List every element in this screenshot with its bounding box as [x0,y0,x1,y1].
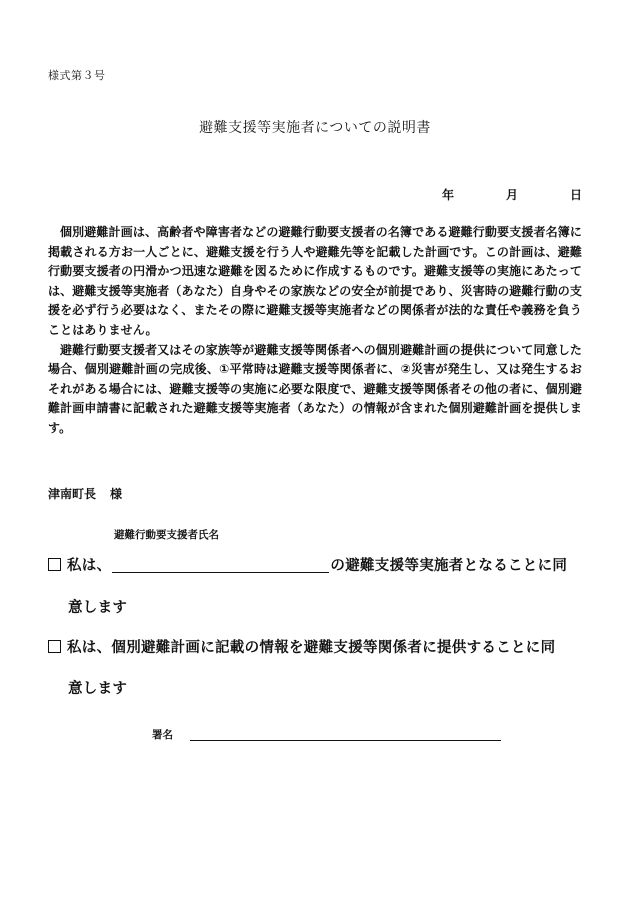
consent-2-text: 私は、個別避難計画に記載の情報を避難支援等関係者に提供することに同 [67,640,556,656]
consent-item-2 [48,636,555,657]
date-day: 日 [569,188,582,202]
signature-line[interactable] [190,740,501,741]
paragraph-1: 個別避難計画は、高齢者や障害者などの避難行動要支援者の名簿である避難行動要支援者名簿に掲載される方お一人ごとに、避難支援を行う人や避難先等を記載した計画です。この計画は、避難行動要支援者の円滑かつ迅速な避難を図るために作成するものです。避難支援等の実施にあたっては、避難支援等実施者（あなた）自身やその家族などの安全が前提であり、災害時の避難行動の支援を必ず行う必要はなく、またその際に避難支援等実施者などの関係者が法的な責任や義務を負うことはありません。 [48,225,582,337]
addressee-name: 津南町長 [48,487,97,501]
document-title: 避難支援等実施者についての説明書 [199,120,431,136]
addressee [48,485,122,502]
consent-item-1 [48,554,567,575]
consent-1-prefix: 私は、 [67,558,112,574]
date-year: 年 [441,188,454,202]
consent-1-suffix: の避難支援等実施者となることに同 [330,558,568,574]
paragraph-2: 避難行動要支援者又はその家族等が避難支援等関係者への個別避難計画の提供について同意した場合、個別避難計画の完成後、①平常時は避難支援等関係者に、②災害が発生し、又は発生するおそれがある場合には、避難支援等の実施に必要な限度で、避難支援等関係者その他の者に、個別避難計画申請書に記載された避難支援等実施者（あなた）の情報が含まれた個別避難計画を提供します。 [48,342,582,435]
consent-1-continuation: 意します [68,600,128,616]
date-month: 月 [505,188,518,202]
consent-1-checkbox[interactable] [48,558,61,571]
consent-2-continuation: 意します [68,681,128,697]
date-line [442,186,582,203]
form-number: 様式第３号 [48,69,106,82]
addressee-honorific: 様 [110,487,123,501]
signature-label: 署名 [152,729,173,741]
consent-2-checkbox[interactable] [48,640,61,653]
supporter-name-label: 避難行動要支援者氏名 [114,529,219,541]
explanation-body [48,223,582,439]
supporter-name-blank[interactable] [112,558,329,573]
